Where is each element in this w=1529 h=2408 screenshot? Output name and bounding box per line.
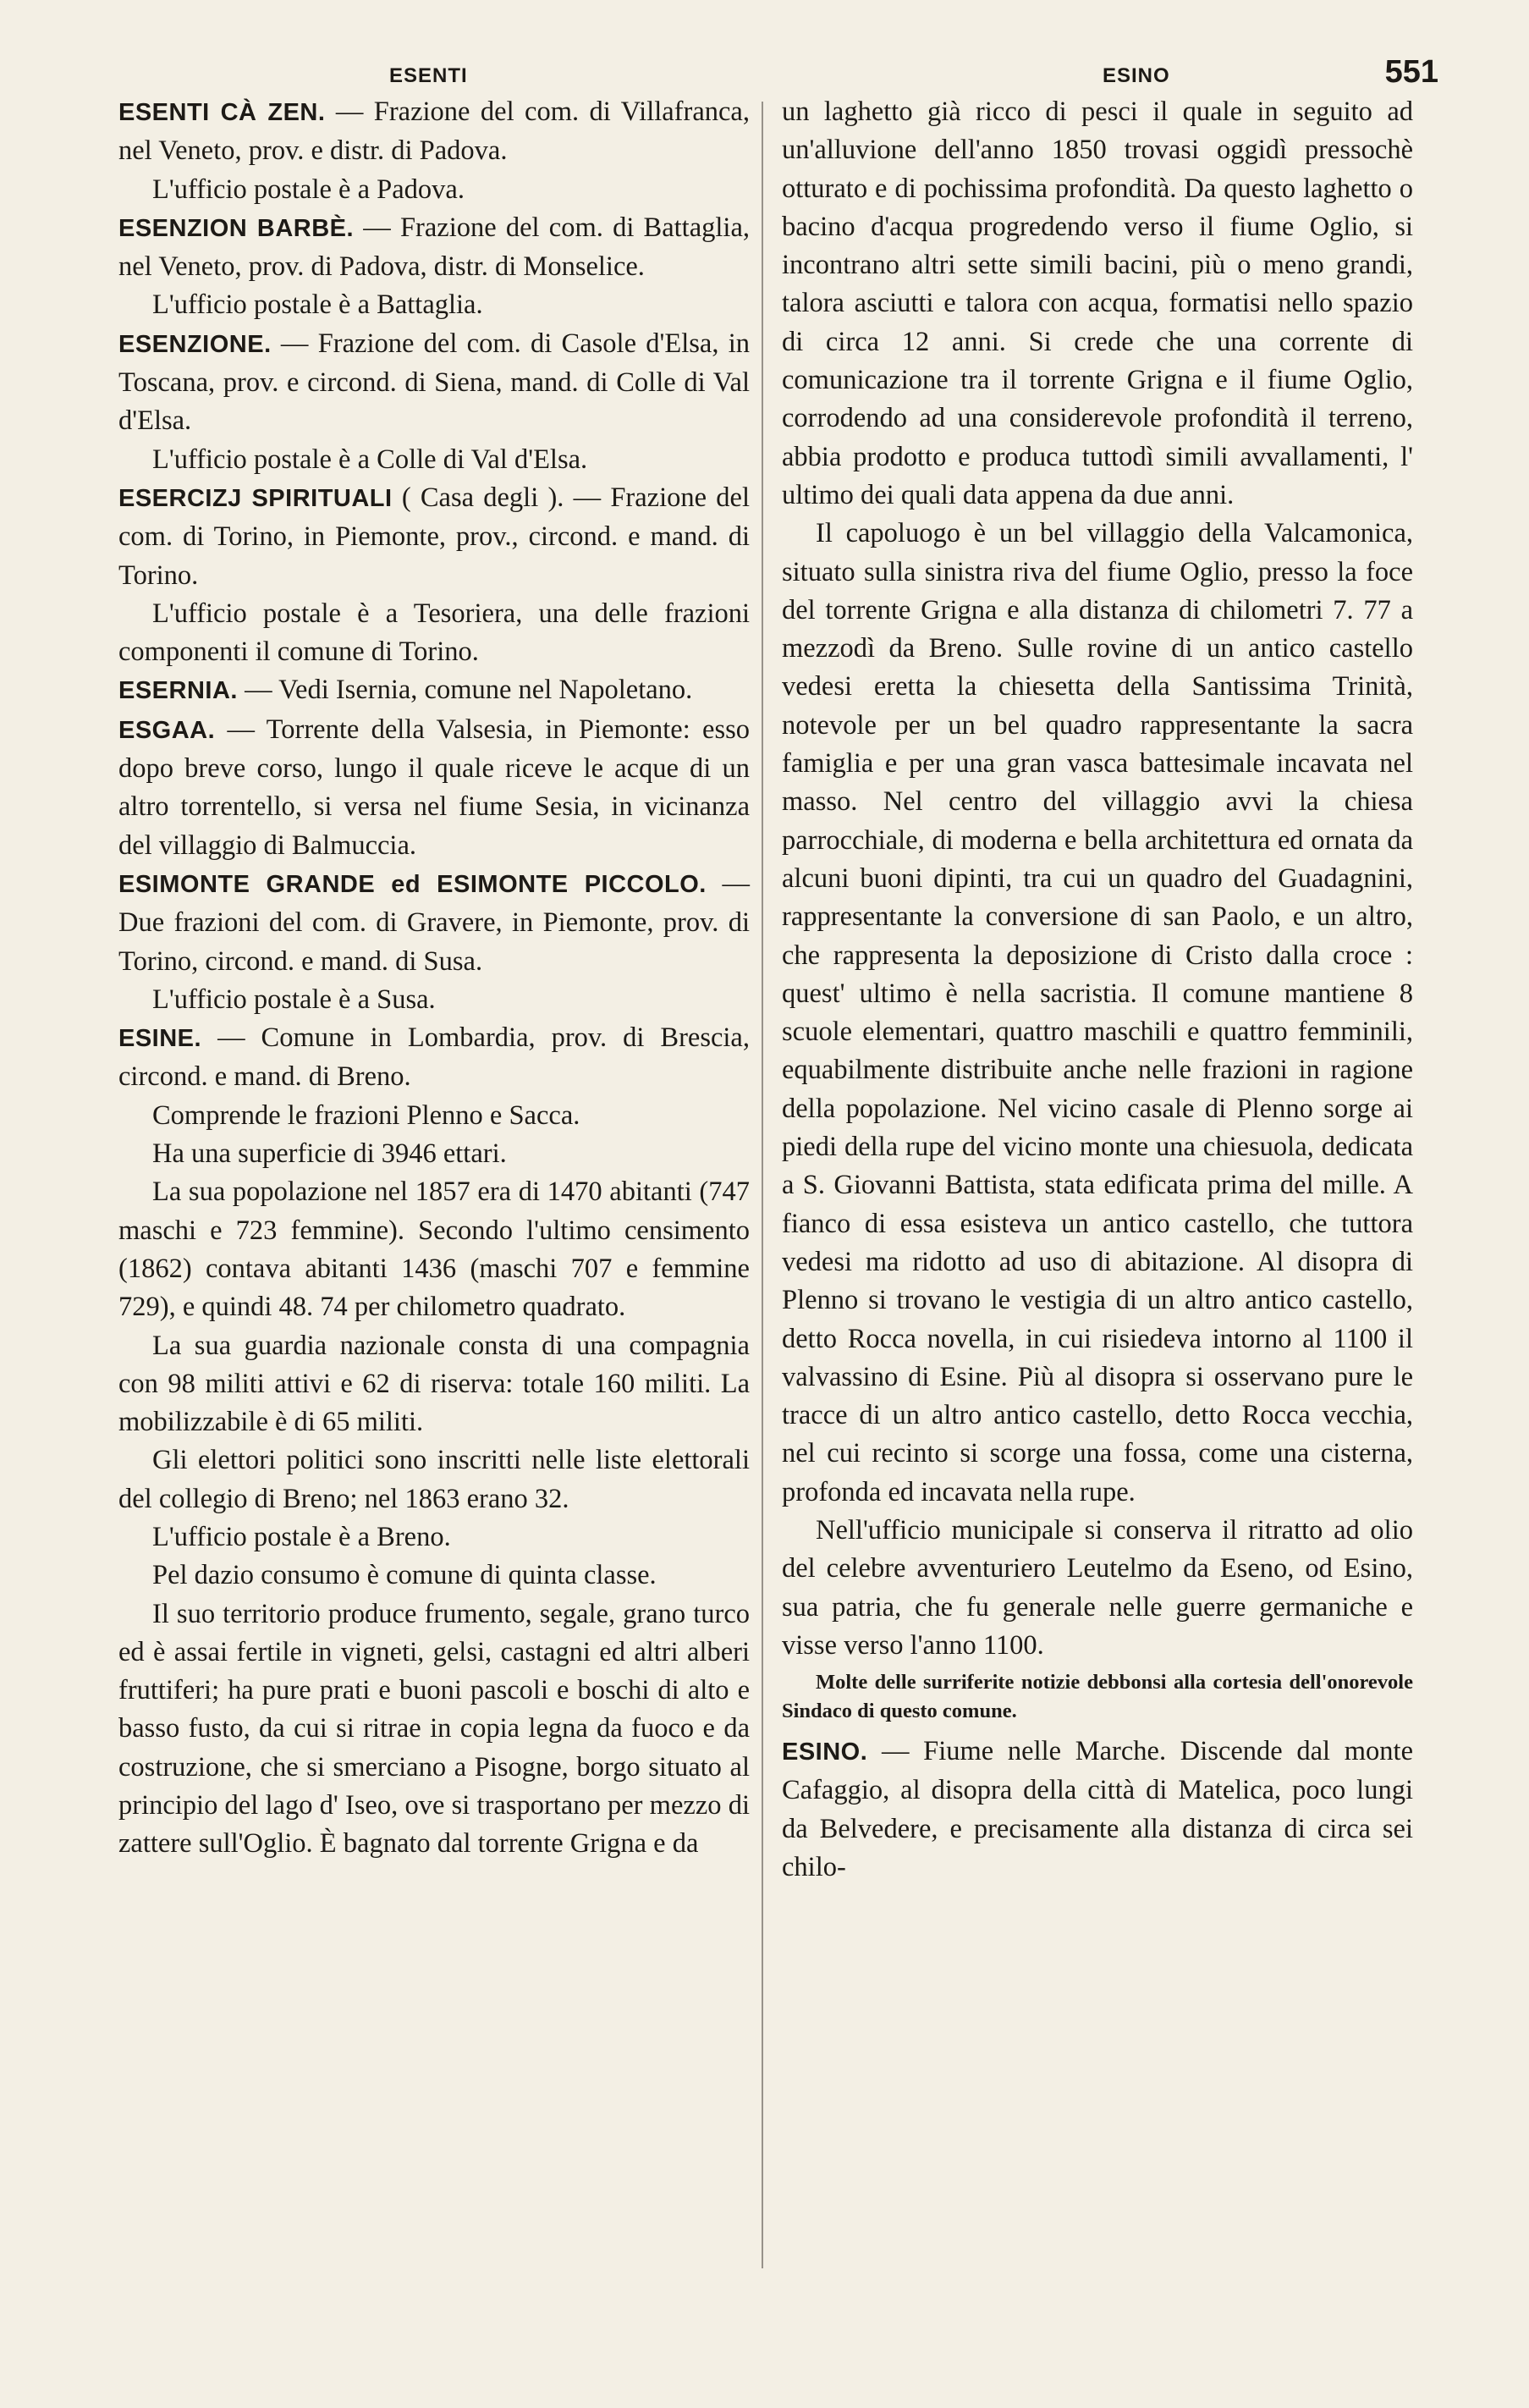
paragraph bbox=[118, 1518, 750, 1557]
entry-text: L'ufficio postale è a Susa. bbox=[152, 984, 436, 1015]
entry-text: L'ufficio postale è a Padova. bbox=[152, 174, 465, 205]
paragraph bbox=[118, 1557, 750, 1595]
entry-text: — Frazione del com. di Casole d'Elsa, in Toscana, prov. e circond. di Siena, mand. di Colle di Val d'Elsa. bbox=[118, 328, 750, 437]
entry-headword: ESENTI CÀ ZEN. bbox=[118, 99, 326, 126]
entry-text: L'ufficio postale è a Breno. bbox=[152, 1521, 451, 1552]
page-number: 551 bbox=[1384, 54, 1438, 90]
left-column bbox=[118, 93, 750, 1864]
entry-headword: ESINO. bbox=[782, 1738, 868, 1766]
entry-headword: ESIMONTE GRANDE ed ESIMONTE PICCOLO. bbox=[118, 870, 707, 898]
paragraph bbox=[118, 1441, 750, 1518]
dictionary-entry bbox=[118, 479, 750, 595]
entry-text: un laghetto già ricco di pesci il quale in seguito ad un'alluvione dell'anno 1850 trovasi oggidì pressochè otturato e di pochissima profondità. Da questo laghetto o bacino d'acqua progredendo verso il fiume Oglio, si incontrano altri sette simili bacini, più o meno grandi, talora asciutti e talora con acqua, formatisi nello spazio di circa 12 anni. Si crede che una corrente di comunicazione tra il torrente Grigna e il fiume Oglio, corrodendo ad una considerevole profondità il terreno, abbia prodotto e produca tuttodì simili avvallamenti, l' ultimo dei quali data appena da due anni. bbox=[782, 96, 1413, 510]
entry-text: — Frazione del com. di Villafranca, nel Veneto, prov. e distr. di Padova. bbox=[118, 96, 750, 167]
paragraph bbox=[118, 1097, 750, 1135]
dictionary-entry bbox=[118, 325, 750, 441]
paragraph bbox=[118, 286, 750, 324]
entry-text: — Vedi Isernia, comune nel Napoletano. bbox=[237, 675, 693, 706]
entry-text: Ha una superficie di 3946 ettari. bbox=[152, 1138, 507, 1170]
dictionary-entry bbox=[118, 209, 750, 287]
entry-text: L'ufficio postale è a Battaglia. bbox=[152, 289, 483, 321]
paragraph bbox=[782, 515, 1413, 1512]
running-title-right: ESINO bbox=[1103, 64, 1170, 87]
entry-headword: ESENZIONE. bbox=[118, 330, 272, 358]
dictionary-entry bbox=[118, 93, 750, 171]
paragraph bbox=[118, 595, 750, 672]
footnote bbox=[782, 1668, 1413, 1726]
paragraph bbox=[118, 1595, 750, 1864]
page-header bbox=[118, 49, 1438, 91]
entry-text: Molte delle surriferite notizie debbonsi alla cortesia dell'onorevole Sindaco di questo comune. bbox=[782, 1671, 1413, 1723]
entry-text: Il suo territorio produce frumento, segale, grano turco ed è assai fertile in vigneti, gelsi, castagni ed altri alberi fruttiferi; ha pure prati e buoni pascoli e boschi di alto e basso fusto, da cui si ritrae in copia legna da fuoco e da costruzione, che si smerciano a Pisogne, borgo situato al principio del lago d' Iseo, ove si trasportano per mezzo di zattere sull'Oglio. È bagnato dal torrente Grigna e da bbox=[118, 1598, 750, 1860]
entry-text: La sua popolazione nel 1857 era di 1470 abitanti (747 maschi e 723 femmine). Secondo l'ultimo censimento (1862) contava abitanti 1436 (maschi 707 e femmine 729), e quindi 48. 74 per chilometro quadrato. bbox=[118, 1176, 750, 1323]
entry-headword: ESENZION BARBÈ. bbox=[118, 214, 355, 242]
entry-text: L'ufficio postale è a Tesoriera, una delle frazioni componenti il comune di Torino. bbox=[118, 598, 750, 668]
paragraph bbox=[118, 171, 750, 209]
entry-headword: ESINE. bbox=[118, 1025, 202, 1053]
paragraph bbox=[118, 1173, 750, 1326]
dictionary-entry bbox=[118, 1019, 750, 1097]
dictionary-entry bbox=[782, 1733, 1413, 1887]
dictionary-entry bbox=[118, 711, 750, 865]
entry-headword: ESGAA. bbox=[118, 716, 216, 744]
running-title-left: ESENTI bbox=[389, 64, 468, 87]
continued-paragraph bbox=[782, 93, 1413, 515]
entry-headword: ESERCIZJ SPIRITUALI bbox=[118, 484, 393, 512]
entry-text: La sua guardia nazionale consta di una compagnia con 98 militi attivi e 62 di riserva: totale 160 militi. La mobilizzabile è di 65 militi. bbox=[118, 1330, 750, 1438]
entry-text: Gli elettori politici sono inscritti nelle liste elettorali del collegio di Breno; nel 1863 erano 32. bbox=[118, 1445, 750, 1514]
dictionary-entry bbox=[118, 671, 750, 710]
entry-text: — Comune in Lombardia, prov. di Brescia, circond. e mand. di Breno. bbox=[118, 1022, 750, 1093]
column-divider bbox=[762, 102, 763, 2268]
paragraph bbox=[118, 1327, 750, 1442]
right-column bbox=[782, 93, 1413, 1887]
entry-headword: ESERNIA. bbox=[118, 677, 238, 705]
paragraph bbox=[118, 981, 750, 1019]
entry-text: Il capoluogo è un bel villaggio della Valcamonica, situato sulla sinistra riva del fiume Oglio, presso la foce del torrente Grigna e alla distanza di chilometri 7. 77 a mezzodì da Breno. Sulle rovine di un antico castello vedesi eretta la chiesetta della Santissima Trinità, notevole per un bel quadro rappresentante la sacra famiglia e per una gran vasca battesimale incavata nel masso. Nel centro del villaggio avvi la chiesa parrocchiale, di moderna e bella architettura ed ornata da alcuni buoni dipinti, tra cui un quadro del Guadagnini, rappresentante la conversione di san Paolo, e un altro, che rappresenta la deposizione di Cristo dalla croce : quest' ultimo è nella sacristia. Il comune mantiene 8 scuole elementari, quattro maschili e quattro femminili, equabilmente distribuite anche nelle frazioni in ragione della popolazione. Nel vicino casale di Plenno sorge ai piedi della rupe del vicino monte una chiesuola, dedicata a S. Giovanni Battista, stata edificata prima del mille. A fianco di essa esisteva un antico castello, che tuttora vedesi ma ridotto ad uso di abitazione. Al disopra di Plenno si trovano le vestigia di un altro antico castello, detto Rocca novella, in cui risiedeva intorno al 1100 il valvassino di Esine. Più al disopra si osservano pure le tracce di un altro antico castello, detto Rocca vecchia, nel cui recinto si scorge una fossa, come una cisterna, profonda ed incavata nella rupe. bbox=[782, 518, 1413, 1507]
entry-text: L'ufficio postale è a Colle di Val d'Elsa. bbox=[152, 444, 588, 475]
entry-text: — Due frazioni del com. di Gravere, in Piemonte, prov. di Torino, circond. e mand. di Susa. bbox=[118, 868, 751, 977]
entry-text: ( Casa degli ). — Frazione del com. di Torino, in Piemonte, prov., circond. e mand. di Torino. bbox=[118, 482, 750, 591]
dictionary-entry bbox=[118, 865, 750, 981]
entry-text: — Frazione del com. di Battaglia, nel Veneto, prov. di Padova, distr. di Monselice. bbox=[118, 212, 750, 283]
entry-text: Comprende le frazioni Plenno e Sacca. bbox=[152, 1099, 580, 1131]
entry-text: — Fiume nelle Marche. Discende dal monte Cafaggio, al disopra della città di Matelica, poco lungi da Belvedere, e precisamente alla distanza di circa sei chilo- bbox=[782, 1736, 1413, 1883]
paragraph bbox=[118, 441, 750, 479]
entry-text: Nell'ufficio municipale si conserva il ritratto ad olio del celebre avventuriero Leutelmo da Eseno, od Esino, sua patria, che fu generale nelle guerre germaniche e visse verso l'anno 1100. bbox=[782, 1514, 1413, 1661]
entry-text: — Torrente della Valsesia, in Piemonte: esso dopo breve corso, lungo il quale riceve le acque di un altro torrentello, si versa nel fiume Sesia, in vicinanza del villaggio di Balmuccia. bbox=[118, 714, 750, 861]
entry-text: Pel dazio consumo è comune di quinta classe. bbox=[152, 1560, 657, 1591]
paragraph bbox=[118, 1135, 750, 1173]
paragraph bbox=[782, 1512, 1413, 1665]
